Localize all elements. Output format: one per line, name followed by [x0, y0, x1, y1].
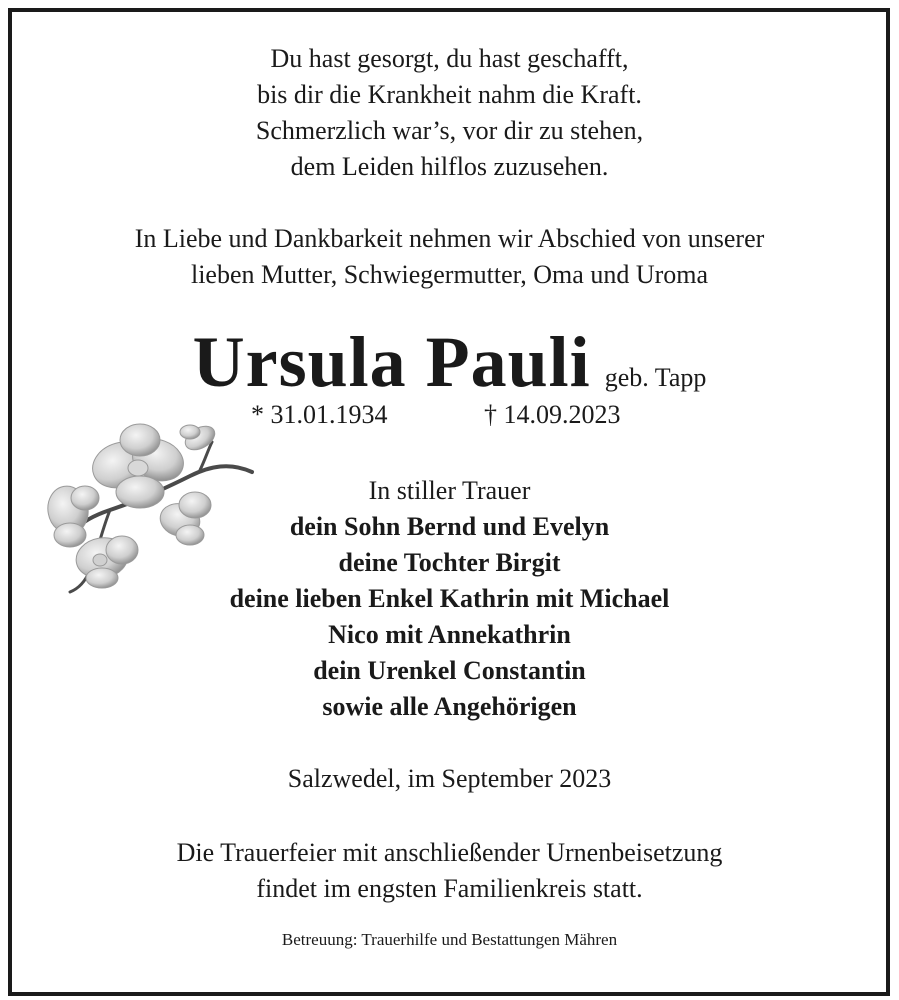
poem-line: Du hast gesorgt, du hast geschafft, — [270, 44, 629, 73]
place-date: Salzwedel, im September 2023 — [287, 764, 612, 793]
intro-line: In Liebe und Dankbarkeit nehmen wir Abschied von unserer — [134, 224, 765, 253]
deceased-name: Ursula Pauli — [192, 322, 591, 402]
maiden-name: geb. Tapp — [604, 363, 707, 392]
poem-line: bis dir die Krankheit nahm die Kraft. — [257, 80, 642, 109]
death-date: † 14.09.2023 — [484, 400, 621, 429]
poem-line: Schmerzlich war’s, vor dir zu stehen, — [255, 116, 644, 145]
mourner-line: Nico mit Annekathrin — [328, 620, 571, 649]
deceased-name-row — [0, 322, 899, 402]
mourner-line: deine Tochter Birgit — [338, 548, 561, 577]
mourning-heading: In stiller Trauer — [368, 476, 531, 505]
ceremony-line: Die Trauerfeier mit anschließender Urnenbeisetzung — [176, 838, 723, 867]
mourner-line: dein Sohn Bernd und Evelyn — [289, 512, 610, 541]
ceremony-line: findet im engsten Familienkreis statt. — [256, 874, 643, 903]
poem-line: dem Leiden hilflos zuzusehen. — [290, 152, 609, 181]
mourner-line: deine lieben Enkel Kathrin mit Michael — [229, 584, 670, 613]
funeral-home-credit: Betreuung: Trauerhilfe und Bestattungen Mähren — [281, 930, 618, 949]
mourner-line: dein Urenkel Constantin — [313, 656, 586, 685]
intro-line: lieben Mutter, Schwiegermutter, Oma und Uroma — [190, 260, 709, 289]
mourner-line: sowie alle Angehörigen — [322, 692, 577, 721]
birth-date: * 31.01.1934 — [251, 400, 388, 429]
